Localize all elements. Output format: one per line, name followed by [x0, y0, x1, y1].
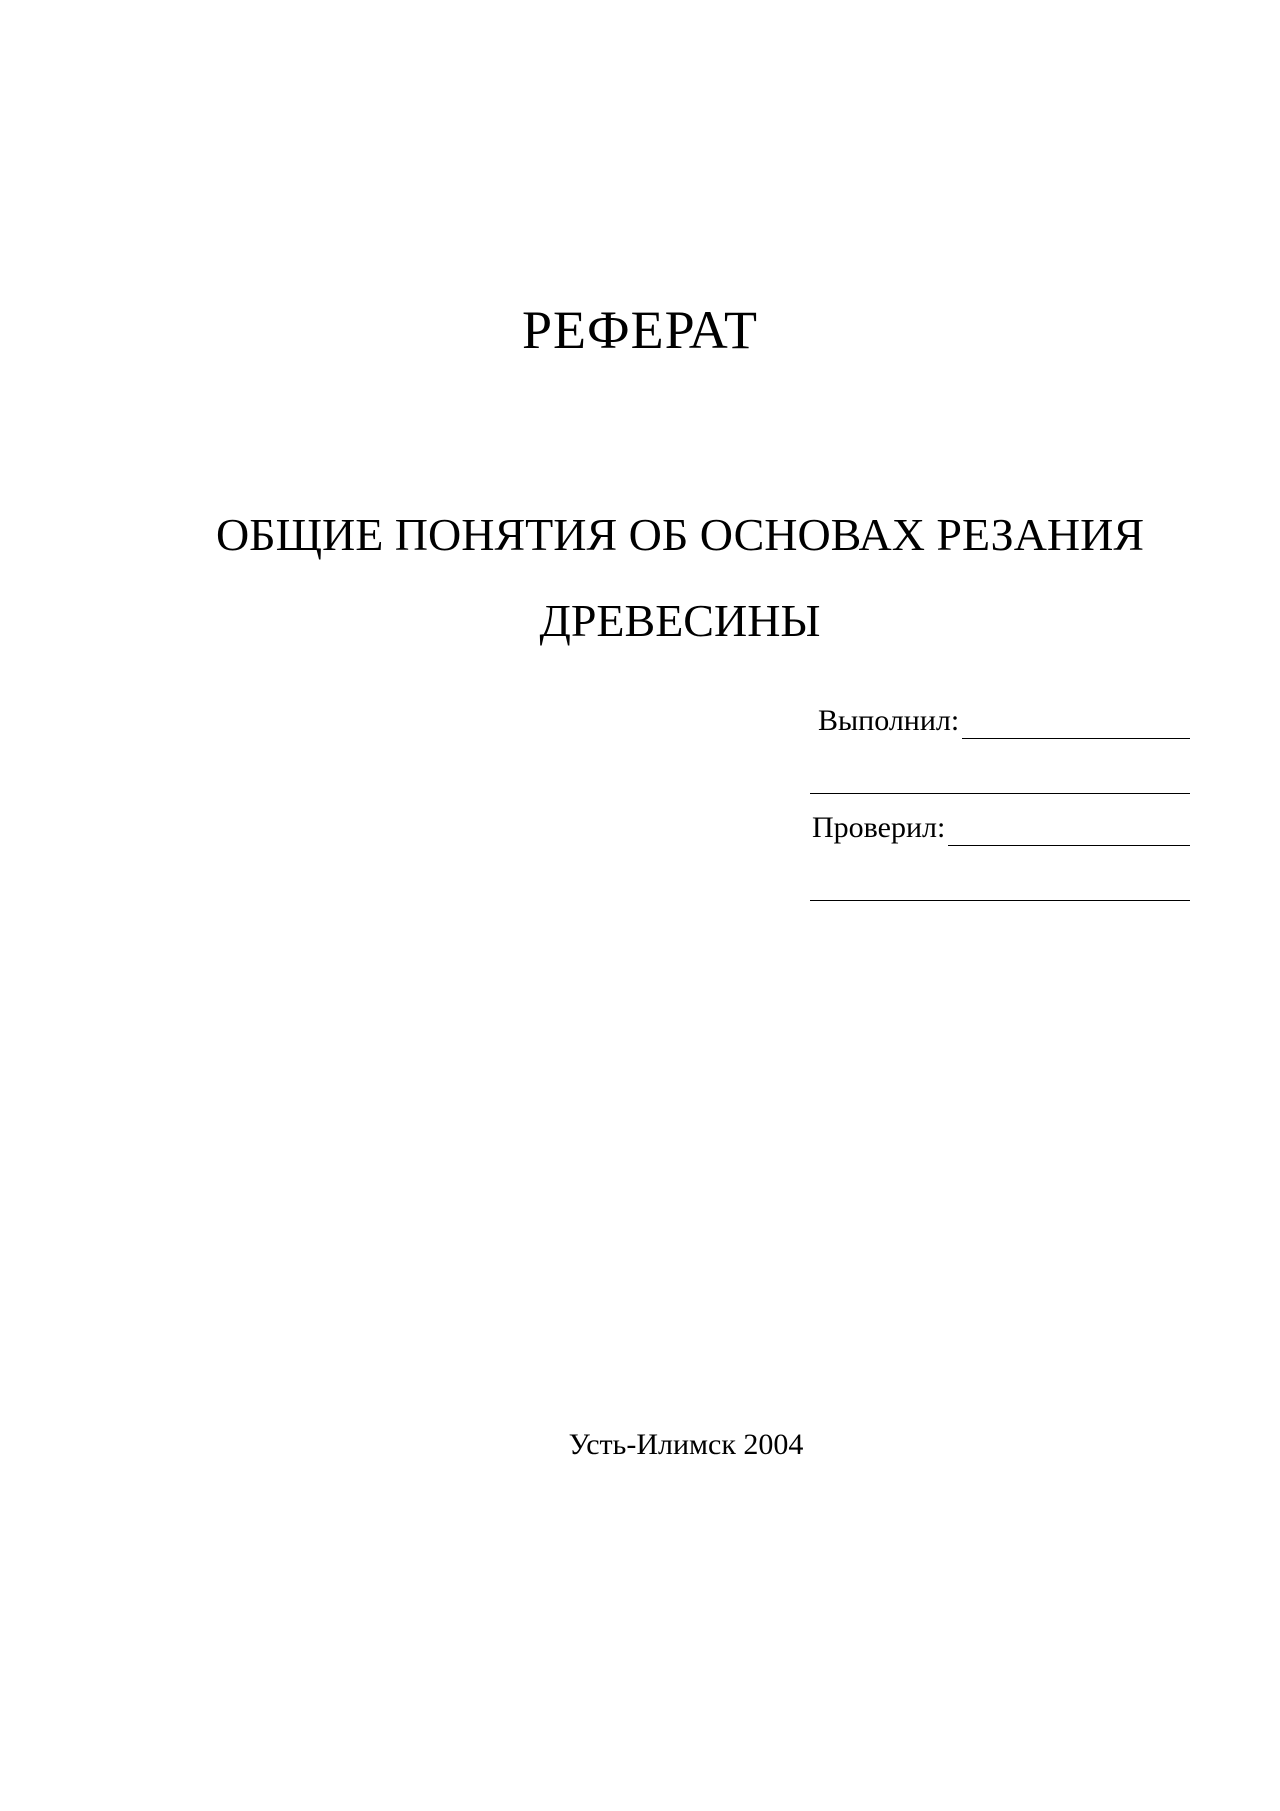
performed-by-second-line [810, 793, 1190, 794]
performed-by-label: Выполнил: [818, 704, 960, 737]
city-and-year: Усть-Илимск 2004 [568, 1428, 804, 1461]
document-title [140, 492, 1220, 664]
title-line-2: ДРЕВЕСИНЫ [539, 595, 821, 646]
checked-by-second-line [810, 900, 1190, 901]
checked-by-row [810, 812, 1190, 852]
performed-by-row [810, 705, 1190, 745]
checked-by-line [948, 845, 1190, 846]
title-line-1: ОБЩИЕ ПОНЯТИЯ ОБ ОСНОВАХ РЕЗАНИЯ [215, 509, 1145, 560]
checked-by-label: Проверил: [812, 811, 946, 844]
performed-by-line [962, 738, 1190, 739]
document-type-heading: РЕФЕРАТ [521, 300, 759, 360]
